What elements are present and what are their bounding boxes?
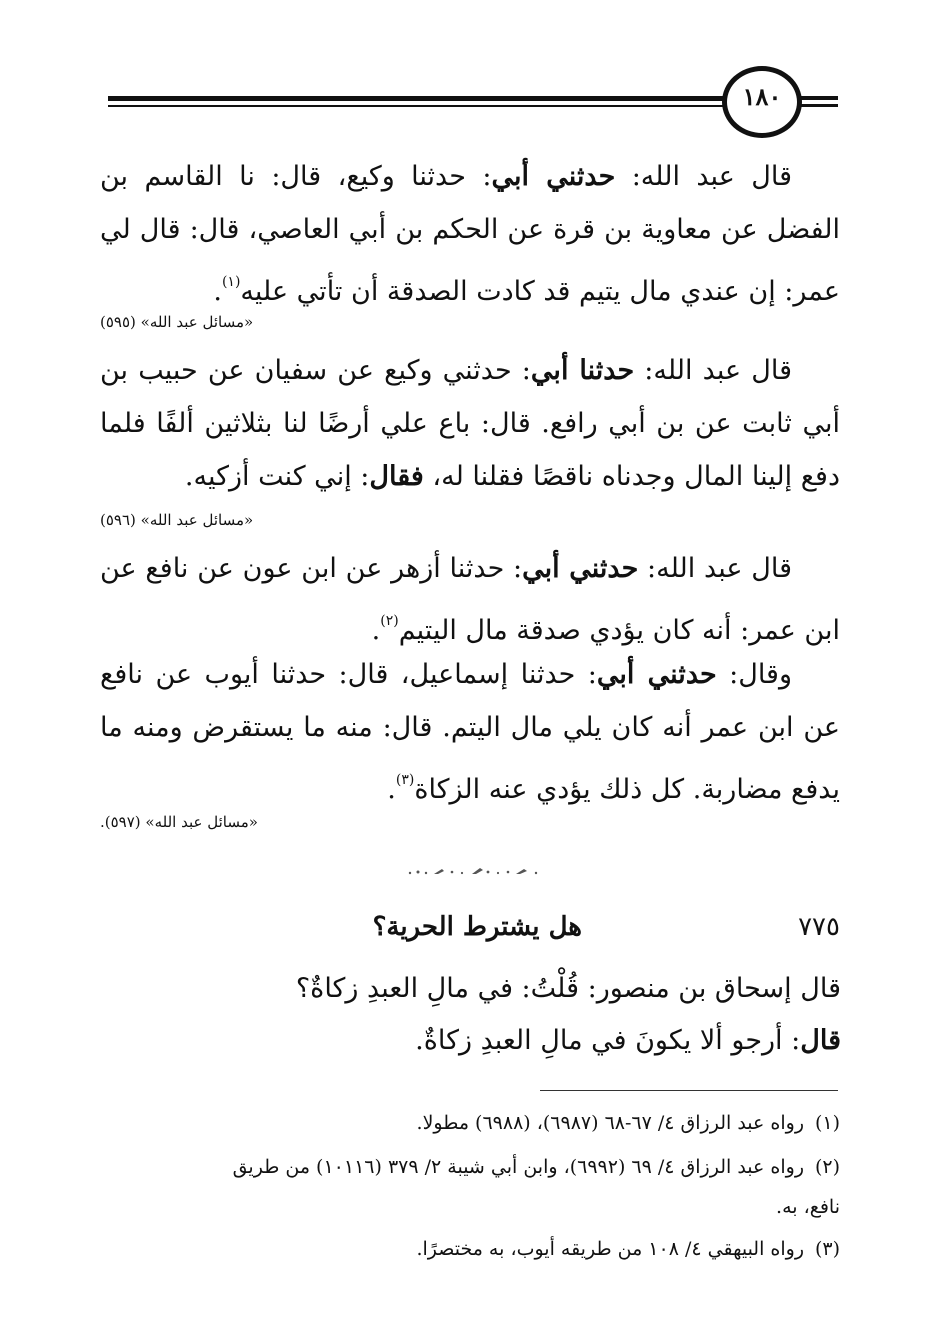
paragraph-3 [100, 542, 840, 657]
header-rule-right-lower [800, 104, 838, 107]
ornament-divider [400, 862, 548, 880]
footnote-marker: (١) [814, 1112, 840, 1134]
entry-number: ٧٧٥ [798, 912, 840, 942]
footnote-ref-1: (١) [221, 274, 241, 290]
narrator-bold: حدثني أبي [596, 659, 717, 690]
footnote-2-continuation: نافع، به. [776, 1196, 840, 1218]
para-text: : حدثني وكيع عن سفيان عن حبيب بن أبي ثابت عن بن أبي رافع. قال: باع علي أرضًا لنا بثلاثين ألفًا فلما دفع إلينا المال وجدناه ناقصًا فقلنا له، [100, 355, 840, 492]
footnote-text: رواه عبد الرزاق ٤/ ٦٧-٦٨ (٦٩٨٧)، (٦٩٨٨) مطولا. [416, 1112, 804, 1134]
entry-heading [100, 912, 840, 946]
paragraph-1 [100, 150, 840, 318]
question-line: قال إسحاق بن منصور: قُلْتُ: في مالِ العبدِ زكاةٌ؟ [295, 973, 841, 1004]
entry-title: هل يشترط الحرية؟ [372, 912, 582, 942]
footnote-separator [540, 1090, 838, 1091]
answer-speaker-bold: قال [800, 1025, 841, 1056]
para-end: : إني كنت أزكيه. [184, 461, 370, 492]
footnote-marker: (٢) [814, 1156, 840, 1178]
para-text: : حدثنا أزهر عن ابن عون عن نافع عن ابن عمر: أنه كان يؤدي صدقة مال اليتيم [100, 553, 840, 646]
page-header [0, 0, 935, 140]
footnote-text: رواه عبد الرزاق ٤/ ٦٩ (٦٩٩٢)، وابن أبي شيبة ٢/ ٣٧٩ (١٠١١٦) من طريق [232, 1156, 804, 1178]
header-rule-thin [108, 105, 728, 107]
para-lead: قال عبد الله: [638, 553, 793, 584]
answer-line [415, 1014, 841, 1067]
para-lead: قال عبد الله: [634, 355, 793, 386]
header-rule-thick [108, 96, 728, 101]
para-lead: وقال: [716, 659, 793, 690]
footnote-text: رواه البيهقي ٤/ ١٠٨ من طريقه أيوب، به مختصرًا. [416, 1238, 804, 1260]
footnote-3 [110, 1232, 840, 1266]
narrator-bold: حدثني أبي [522, 553, 639, 584]
source-citation-2: «مسائل عبد الله» (٥٩٦) [100, 511, 254, 529]
footnote-ref-3: (٣) [395, 772, 415, 788]
answer-text: : أرجو ألا يكونَ في مالِ العبدِ زكاةٌ. [415, 1025, 801, 1056]
footnote-ref-2: (٢) [380, 613, 399, 629]
para-end: . [213, 276, 222, 307]
narrator-bold: حدثني أبي [491, 161, 616, 192]
paragraph-4 [100, 648, 840, 816]
para-text: : حدثنا إسماعيل، قال: حدثنا أيوب عن نافع عن ابن عمر أنه كان يلي مال اليتم. قال: منه ما يستقرض ومنه ما يدفع مضاربة. كل ذلك يؤدي عنه الزكاة [100, 659, 840, 805]
para-end: . [387, 774, 396, 805]
page-number: ١٨٠ [742, 82, 782, 111]
para-text: : حدثنا وكيع، قال: نا القاسم بن الفضل عن معاوية بن قرة عن الحكم بن أبي العاصي، قال: قال لي عمر: إن عندي مال يتيم قد كادت الصدقة أن تأتي عليه [100, 161, 840, 307]
paragraph-2 [100, 344, 840, 503]
source-citation-3: «مسائل عبد الله» (٥٩٧). [100, 813, 258, 831]
speaker-bold: فقال [369, 461, 424, 492]
para-lead: قال عبد الله: [615, 161, 792, 192]
header-rule-right [800, 96, 838, 100]
source-citation-1: «مسائل عبد الله» (٥٩٥) [100, 313, 254, 331]
footnote-1 [110, 1106, 840, 1140]
para-end: . [371, 615, 381, 646]
narrator-bold: حدثنا أبي [530, 355, 635, 386]
footnote-marker: (٣) [814, 1238, 840, 1260]
footnote-2 [110, 1150, 840, 1184]
